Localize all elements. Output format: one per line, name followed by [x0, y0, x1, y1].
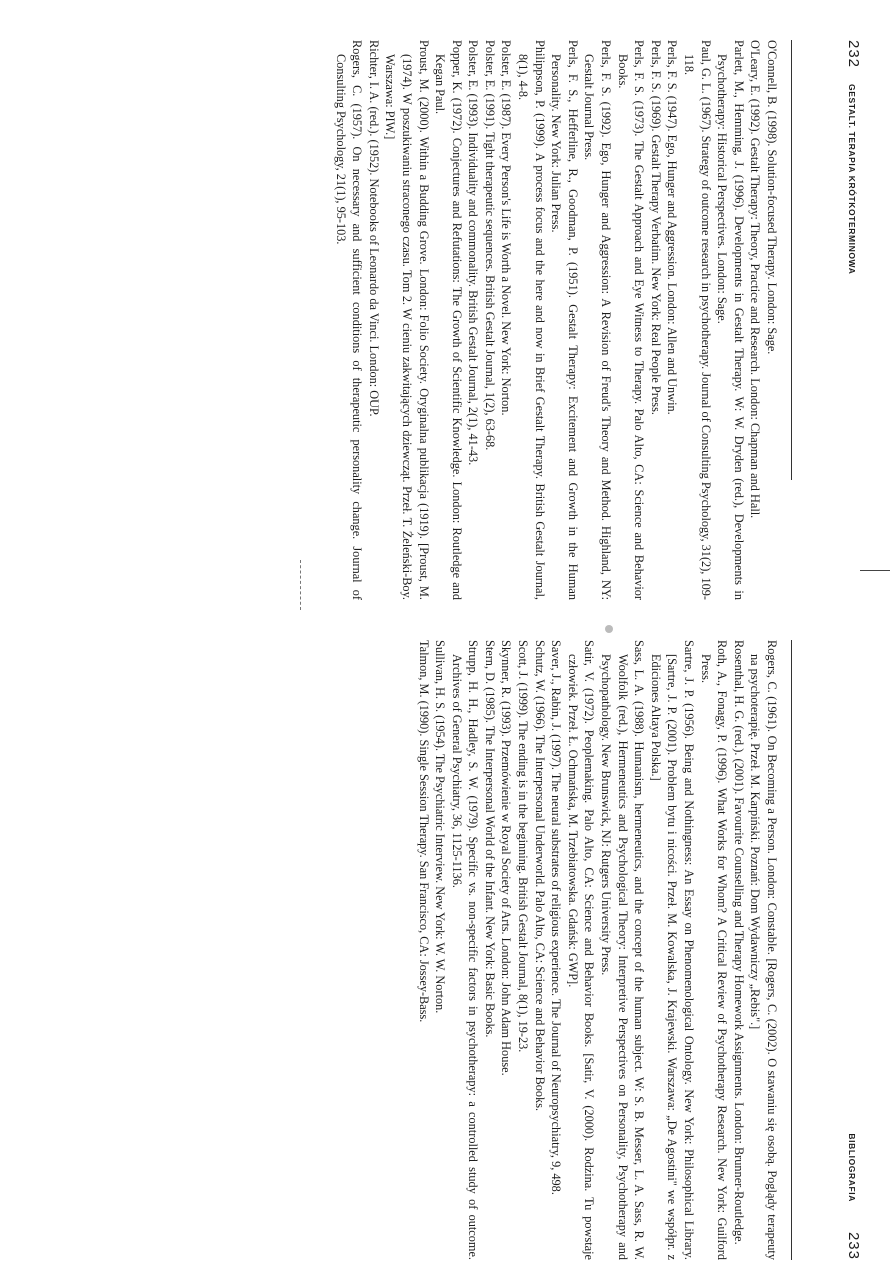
running-head: GESTALT. TERAPIA KRÓTKOTERMINOWA — [847, 84, 857, 275]
page-right — [77, 640, 862, 1260]
reference-entry: O'Connell, B. (1998). Solution-focused Therapy. London: Sage. — [765, 40, 779, 355]
reference-entry: Rogers, C. (1957). On necessary and sufficient conditions of therapeutic personality change. Journal of Consulting Psychology, 21(1), 95-103. — [333, 40, 365, 600]
scan-smudge — [605, 625, 613, 633]
page-number: 232 — [845, 40, 862, 69]
reference-entry: Perls, F. S., Hefferline, R., Goodman, P. (1951). Gestalt Therapy: Excitement and Growth in the Human Personality. New York: Julian Press. — [549, 40, 580, 600]
header-rule — [791, 640, 792, 1260]
reference-entry: Rogers, C. (1961). On Becoming a Person. London: Constable. [Rogers, C. (2002). O stawaniu się osobą. Poglądy terapeuty na psychoterapię. Przeł. M. Karpiński. Poznań: Dom Wydawniczy „Rebis".] — [748, 640, 779, 1260]
scan-edge-mark — [860, 570, 890, 571]
reference-entry: Saver, J., Rabin, J. (1997). The neural substrates of religious experience. The Journal of Neuropsychiatry, 9, 498. — [549, 640, 564, 1195]
reference-entry: Stern, D. (1985). The Interpersonal World of the Infant. New York: Basic Books. — [482, 640, 497, 1038]
reference-entry: Rosenthal, H. G. (red.). (2001). Favourite Counselling and Therapy Homework Assignments. London: Brunner-Routledge. — [731, 640, 746, 1245]
reference-entry: Polster, E. (1987). Every Person's Life is Worth a Novel. New York: Norton. — [499, 40, 514, 416]
reference-entry: Proust, M. (2000). Within a Budding Grove. London: Folio Society. Oryginalna publikacja (1919). [Proust, M. (1974). W poszukiwaniu straconego czasu. Tom 2. W cieniu zakwitających dziewcząt. Przeł. T. Żeleński-Boy. Warszawa: PIW.] — [383, 40, 431, 600]
reference-list — [332, 40, 780, 600]
reference-entry: Scott, J. (1999). The ending is in the beginning. British Gestalt Journal, 8(1), 19-23. — [516, 640, 531, 1053]
reference-entry: Skynner, R. (1993). Przemówienie w Royal Society of Arts. London: John Adam House. — [499, 640, 514, 1076]
reference-entry: Sartre, J. P. (1956). Being and Nothingness: An Essay on Phenomenological Ontology. New York: Philosophical Library. [Sartre, J. P. (2001). Problem bytu i nicości. Przeł. M. Kowalska, J. Krajewski. Warszawa: „De Agostini" we współpr. z Ediciones Altaya Polska.] — [648, 640, 697, 1260]
reference-entry: Richter, I. A. (red.). (1952). Notebooks of Leonardo da Vinci. London: OUP. — [366, 40, 381, 417]
page-number: 233 — [845, 1231, 862, 1260]
header-rule — [791, 40, 792, 480]
reference-entry: Schutz, W. (1966). The Interpersonal Underworld. Palo Alto, CA: Science and Behavior Books. — [532, 640, 547, 1112]
reference-entry: Roth, A., Fonagy, P. (1996). What Works for Whom? A Critical Review of Psychotherapy Research. New York: Guilford Press. — [698, 640, 730, 1260]
reference-entry: Perls, F. S. (1969). Gestalt Therapy Verbatim. New York: Real People Press. — [648, 40, 663, 415]
reference-entry: Perls, F. S. (1973). The Gestalt Approach and Eye Witness to Therapy. Palo Alto, CA: Science and Behavior Books. — [615, 40, 647, 600]
reference-list — [415, 640, 780, 1260]
reference-entry: Philippson, P. (1999). A process focus and the here and now in Brief Gestalt Therapy. British Gestalt Journal, 8(1), 4-8. — [516, 40, 547, 600]
reference-entry: O'Leary, E. (1992). Gestalt Therapy: Theory, Practice and Research. London: Chapman and Hall. — [748, 40, 763, 519]
reference-entry: Perls, F. S. (1992). Ego, Hunger and Aggression: A Revision of Freud's Theory and Method. Highland, NY: Gestalt Journal Press. — [582, 40, 614, 600]
page-header — [838, 640, 862, 1260]
page-seam — [300, 560, 301, 610]
reference-entry: Perls, F. S. (1947). Ego, Hunger and Aggression. London: Allen and Unwin. — [665, 40, 680, 415]
reference-entry: Sass, L. A. (1988). Humanism, hermeneutics, and the concept of the human subject. W: S. B. Messer, L. A. Sass, R. W. Woolfolk (red.), Hermeneutics and Psychological Theory: Interpretive Perspectives on Personality, Psychotherapy and Psychopathology. New Brunswick, NJ: Rutgers University Press. — [599, 640, 647, 1260]
page-header — [838, 40, 862, 600]
reference-entry: Popper, K. (1972). Conjectures and Refutations: The Growth of Scientific Knowledge. London: Routledge and Kegan Paul. — [433, 40, 464, 600]
reference-entry: Talmon, M. (1990). Single Session Therapy. San Francisco, CA: Jossey-Bass. — [416, 640, 431, 1023]
reference-entry: Parlett, M., Hemming, J. (1996). Developments in Gestalt Therapy. W: W. Dryden (red.), Developments in Psychotherapy: Historical Perspectives. London: Sage. — [715, 40, 746, 600]
reference-entry: Satir, V. (1972). Peoplemaking. Palo Alto, CA: Science and Behavior Books. [Satir, V. (2000). Rodzina. Tu powstaje człowiek. Przeł. Ł. Ochmańska, M. Trzebiatowska. Gdańsk: GWP]. — [565, 640, 597, 1260]
reference-entry: Strupp, H. H., Hadley, S. W. (1979). Specific vs. non-specific factors in psychotherapy: a controlled study of outcome. Archives of General Psychiatry, 36, 1125-1136. — [449, 640, 481, 1260]
reference-entry: Paul, G. L. (1967). Strategy of outcome research in psychotherapy. Journal of Consulting Psychology, 31(2), 109-118. — [682, 40, 713, 600]
running-head: BIBLIOGRAFIA — [847, 1133, 857, 1202]
page-left — [82, 40, 862, 600]
reference-entry: Sullivan, H. S. (1954). The Psychiatric Interview. New York: W. W. Norton. — [433, 640, 448, 1014]
reference-entry: Polster, E. (1991). Tight therapeutic sequences. British Gestalt Journal, 1(2), 63-68. — [482, 40, 497, 451]
reference-entry: Polster, E. (1993). Individuality and commonality. British Gestalt Journal, 2(1), 41-43. — [466, 40, 481, 466]
